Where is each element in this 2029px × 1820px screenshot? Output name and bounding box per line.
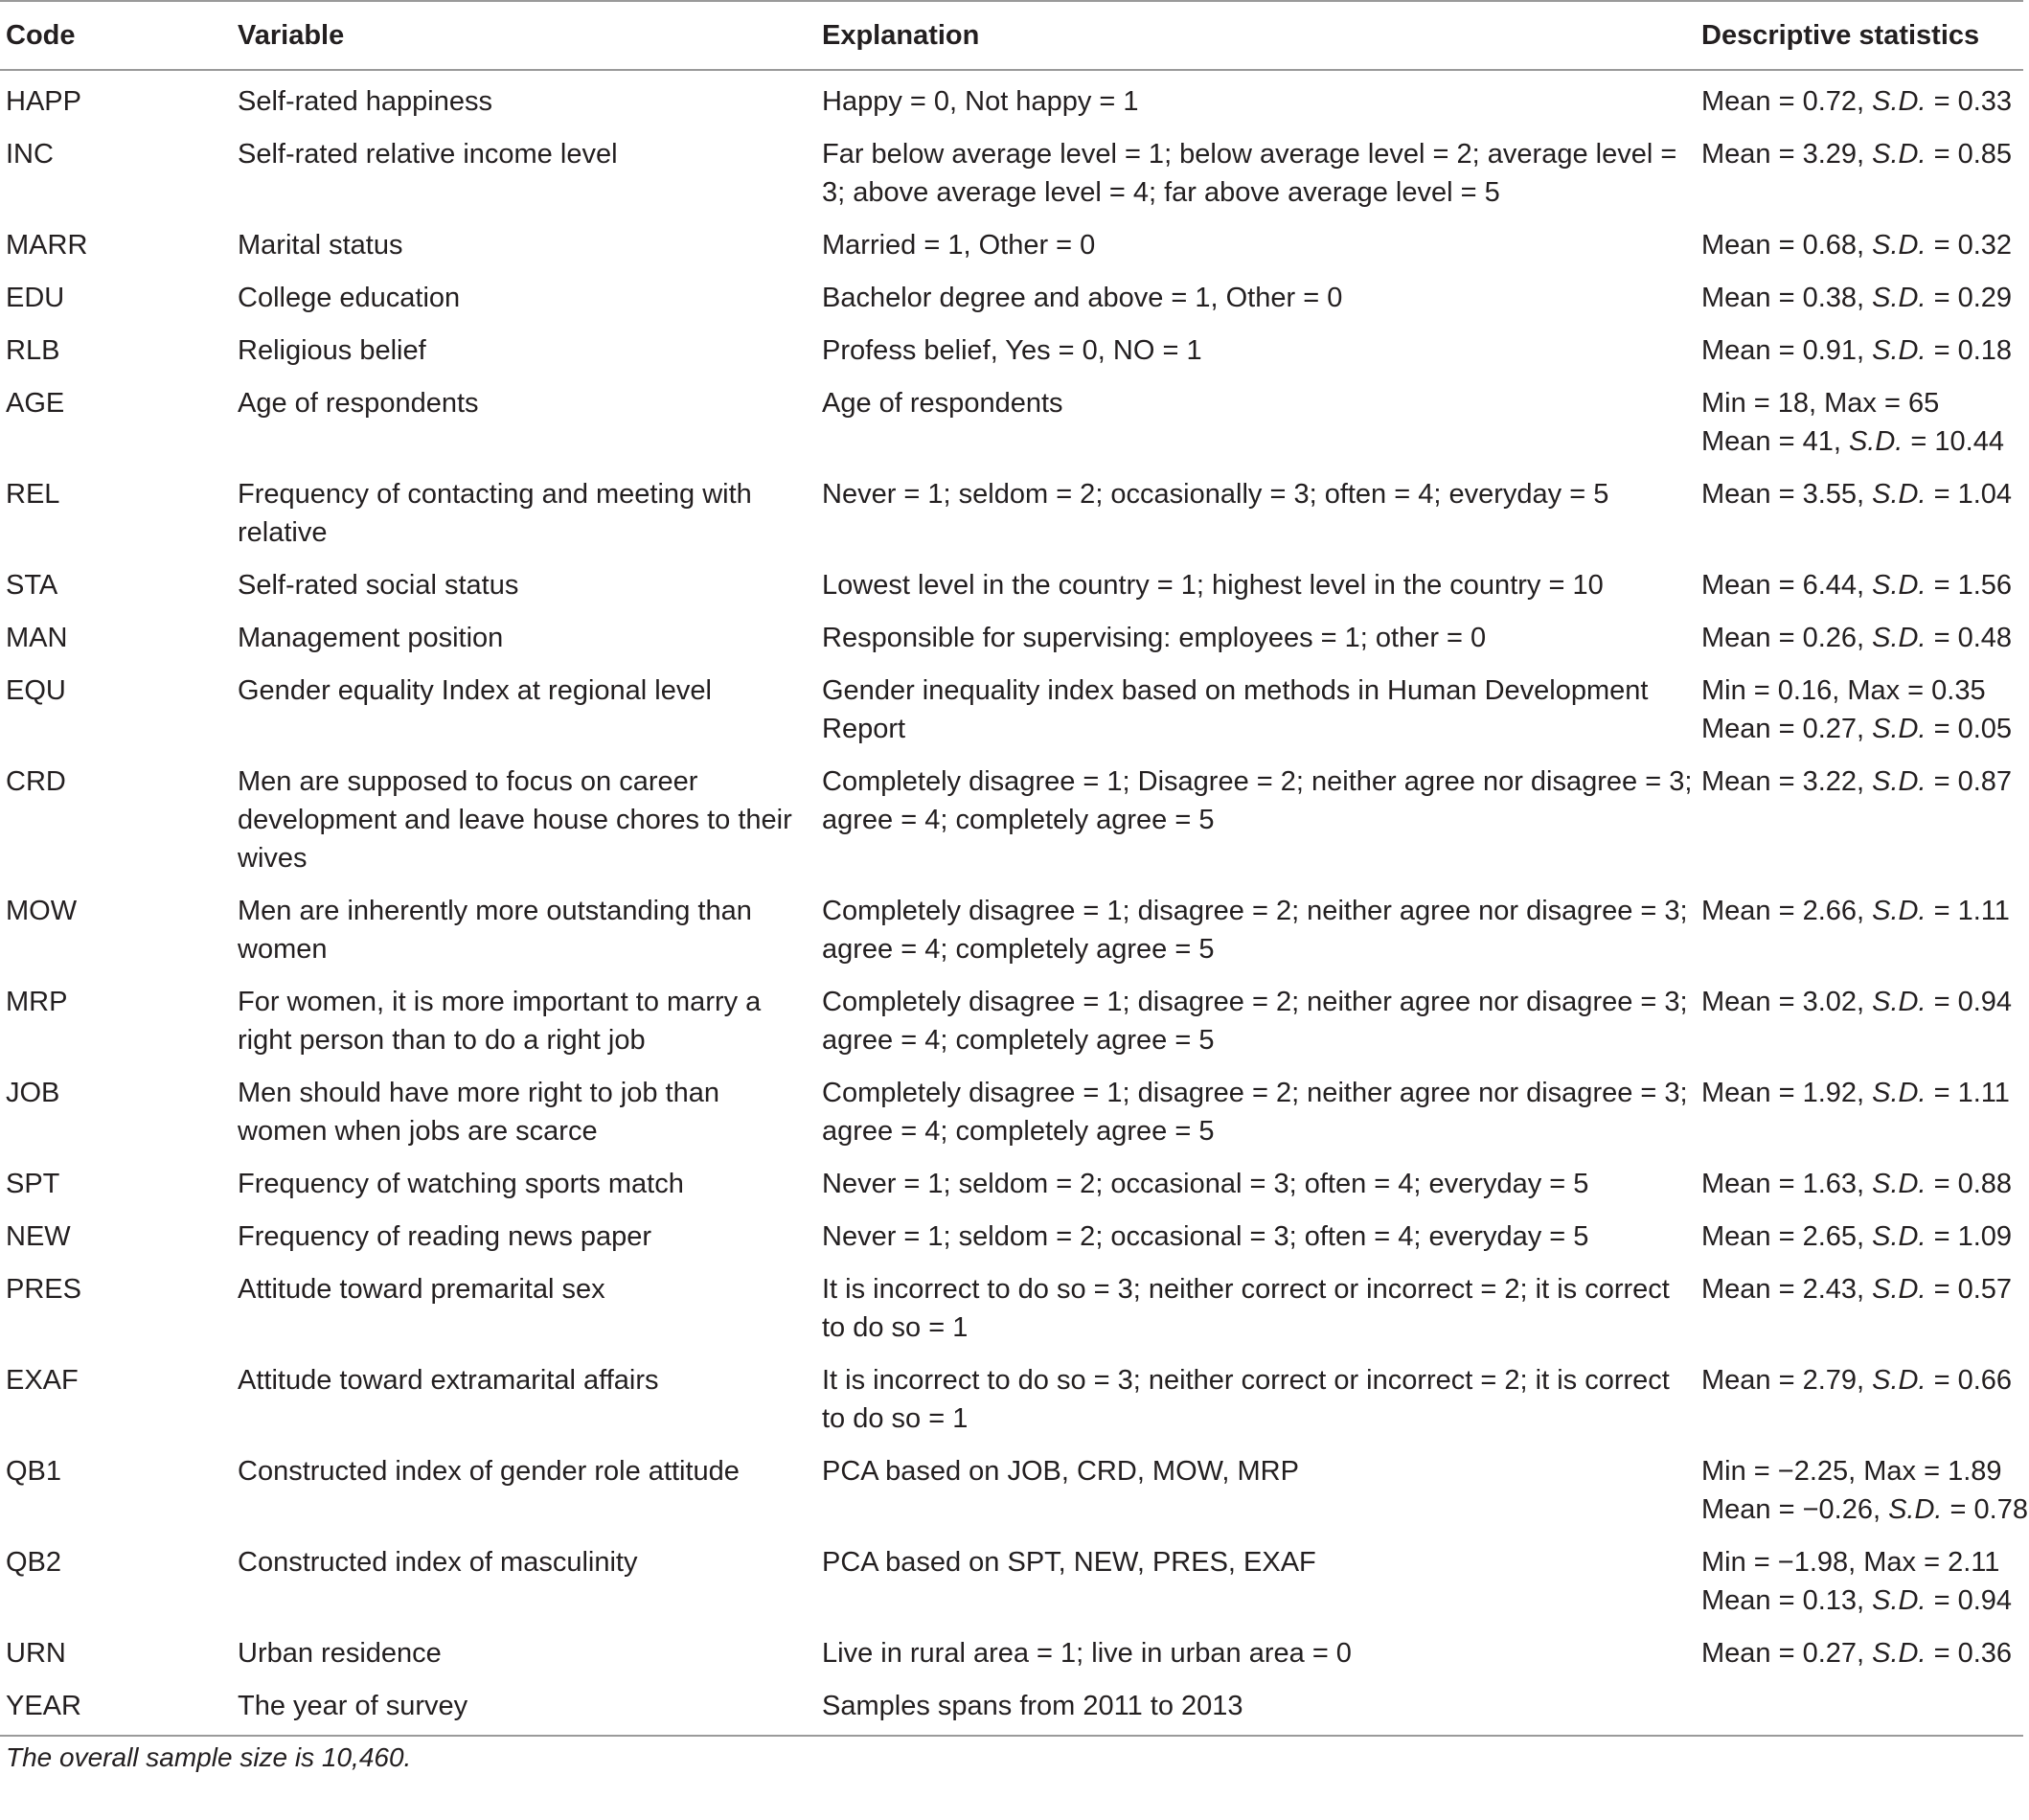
cell-variable: Constructed index of masculinity [238,1547,638,1578]
cell-code: JOB [6,1078,60,1108]
desc-value: = 10.44 [1903,426,2004,457]
cell-variable: College education [238,283,461,313]
cell-explanation: Happy = 0, Not happy = 1 [822,86,1139,117]
sd-label: S.D. [1872,86,1926,117]
cell-variable: Management position [238,623,504,653]
desc-text: Mean = 0.27, [1701,1638,1873,1669]
desc-value: = 0.18 [1926,335,2013,366]
cell-descriptive-statistics [1696,324,2023,376]
sd-label: S.D. [1872,1365,1926,1396]
cell-code: PRES [6,1274,81,1305]
cell-explanation: PCA based on JOB, CRD, MOW, MRP [822,1456,1299,1487]
cell-descriptive-statistics [1696,1157,2023,1210]
table-row [0,324,2023,376]
cell-code: RLB [6,335,60,366]
sd-label: S.D. [1872,987,1926,1017]
header-explanation: Explanation [822,20,980,51]
desc-line [1701,226,2023,264]
table-row [0,1066,2023,1157]
desc-line [1701,671,2023,710]
cell-explanation: Completely disagree = 1; disagree = 2; neither agree nor disagree = 3; agree = 4; completely agree = 5 [822,896,1688,965]
desc-text: Mean = 6.44, [1701,570,1873,601]
table-row [0,1354,2023,1445]
sd-label: S.D. [1872,479,1926,510]
cell-code: EXAF [6,1365,79,1396]
sd-label: S.D. [1872,335,1926,366]
desc-text: Mean = 1.63, [1701,1169,1873,1199]
cell-code: MRP [6,987,68,1017]
cell-descriptive-statistics [1696,70,2023,127]
cell-variable: Self-rated happiness [238,86,492,117]
desc-value: = 0.29 [1926,283,2013,313]
desc-line [1701,1634,2023,1672]
cell-descriptive-statistics [1696,558,2023,611]
desc-line [1701,983,2023,1021]
cell-variable: Urban residence [238,1638,442,1669]
desc-text: Mean = 0.72, [1701,86,1873,117]
cell-explanation: Gender inequality index based on methods in Human Development Report [822,675,1649,744]
cell-explanation: Never = 1; seldom = 2; occasional = 3; often = 4; everyday = 5 [822,1221,1589,1252]
desc-value: = 0.94 [1926,1585,2013,1616]
sd-label: S.D. [1872,1221,1926,1252]
desc-text: Mean = 41, [1701,426,1849,457]
desc-text: Min = 0.16, Max = 0.35 [1701,675,1986,706]
table-row [0,1536,2023,1627]
cell-explanation: It is incorrect to do so = 3; neither correct or incorrect = 2; it is correct to do so = 1 [822,1365,1670,1434]
cell-code: QB1 [6,1456,62,1487]
desc-value: = 0.87 [1926,766,2013,797]
table-row [0,1210,2023,1263]
table-row [0,1679,2023,1736]
desc-text: Mean = 2.43, [1701,1274,1873,1305]
table-row [0,975,2023,1066]
table-row [0,884,2023,975]
cell-variable: Religious belief [238,335,426,366]
cell-descriptive-statistics [1696,664,2023,755]
cell-explanation: Never = 1; seldom = 2; occasional = 3; often = 4; everyday = 5 [822,1169,1589,1199]
cell-descriptive-statistics [1696,755,2023,884]
cell-explanation: Married = 1, Other = 0 [822,230,1096,261]
desc-line [1701,1490,2028,1529]
desc-value: = 0.78 [1942,1494,2028,1525]
cell-descriptive-statistics [1696,1679,2023,1736]
table-row [0,271,2023,324]
header-row [0,1,2023,70]
desc-value: = 1.11 [1926,1078,2010,1108]
cell-explanation: Far below average level = 1; below average level = 2; average level = 3; above average level = 4; far above average level = 5 [822,139,1677,208]
desc-line [1701,1452,2023,1490]
desc-line [1701,1581,2023,1620]
desc-value: = 1.11 [1926,896,2010,926]
sd-label: S.D. [1872,1078,1926,1108]
cell-descriptive-statistics [1696,271,2023,324]
cell-descriptive-statistics [1696,1354,2023,1445]
header-variable: Variable [238,20,345,51]
desc-line [1701,1074,2023,1112]
header-descriptive-statistics: Descriptive statistics [1701,20,1980,51]
cell-descriptive-statistics [1696,884,2023,975]
cell-code: MAN [6,623,68,653]
cell-code: YEAR [6,1691,81,1721]
sd-label: S.D. [1872,1585,1926,1616]
sd-label: S.D. [1872,570,1926,601]
table-row [0,755,2023,884]
desc-text: Mean = 0.13, [1701,1585,1873,1616]
cell-code: EDU [6,283,65,313]
cell-variable: Attitude toward premarital sex [238,1274,605,1305]
cell-explanation: Responsible for supervising: employees = 1; other = 0 [822,623,1487,653]
desc-text: Mean = 1.92, [1701,1078,1873,1108]
sd-label: S.D. [1872,139,1926,170]
desc-line [1701,279,2023,317]
cell-code: STA [6,570,58,601]
cell-code: HAPP [6,86,81,117]
cell-code: QB2 [6,1547,62,1578]
cell-code: INC [6,139,54,170]
table-row [0,664,2023,755]
desc-text: Min = 18, Max = 65 [1701,388,1940,419]
desc-line [1701,710,2023,748]
cell-explanation: Completely disagree = 1; Disagree = 2; neither agree nor disagree = 3; agree = 4; completely agree = 5 [822,766,1693,835]
cell-descriptive-statistics [1696,1627,2023,1679]
cell-explanation: Completely disagree = 1; disagree = 2; neither agree nor disagree = 3; agree = 4; completely agree = 5 [822,1078,1688,1147]
cell-variable: Gender equality Index at regional level [238,675,712,706]
cell-code: NEW [6,1221,71,1252]
cell-variable: Constructed index of gender role attitude [238,1456,740,1487]
cell-variable: For women, it is more important to marry a right person than to do a right job [238,987,762,1056]
desc-line [1701,1217,2023,1256]
desc-line [1701,475,2023,513]
desc-text: Mean = 0.26, [1701,623,1873,653]
desc-value: = 0.57 [1926,1274,2013,1305]
sd-label: S.D. [1872,283,1926,313]
cell-variable: Men are supposed to focus on career development and leave house chores to their wives [238,766,792,874]
cell-code: MARR [6,230,88,261]
table-row [0,70,2023,127]
desc-line [1701,892,2023,930]
table-row [0,611,2023,664]
cell-explanation: Never = 1; seldom = 2; occasionally = 3; often = 4; everyday = 5 [822,479,1609,510]
table-header [0,1,2023,70]
desc-text: Mean = 3.29, [1701,139,1873,170]
desc-text: Mean = 3.02, [1701,987,1873,1017]
sd-label: S.D. [1872,1274,1926,1305]
desc-line [1701,1270,2023,1308]
desc-line [1701,566,2023,604]
cell-explanation: It is incorrect to do so = 3; neither correct or incorrect = 2; it is correct to do so = 1 [822,1274,1670,1343]
cell-descriptive-statistics [1696,467,2023,558]
desc-line [1701,135,2023,173]
table-row [0,558,2023,611]
cell-descriptive-statistics [1696,1066,2023,1157]
cell-variable: Men should have more right to job than women when jobs are scarce [238,1078,719,1147]
desc-line [1701,1361,2023,1399]
table-row [0,376,2023,467]
table-footnote: The overall sample size is 10,460. [6,1742,412,1772]
cell-descriptive-statistics [1696,127,2023,218]
desc-text: Mean = 0.68, [1701,230,1873,261]
desc-value: = 1.09 [1926,1221,2013,1252]
desc-text: Mean = 0.91, [1701,335,1873,366]
sd-label: S.D. [1872,230,1926,261]
cell-variable: Self-rated relative income level [238,139,618,170]
desc-line [1701,619,2023,657]
desc-line [1701,384,2023,422]
cell-variable: Marital status [238,230,403,261]
table-row [0,1157,2023,1210]
desc-line [1701,1165,2023,1203]
desc-text: Mean = 0.38, [1701,283,1873,313]
cell-variable: Attitude toward extramarital affairs [238,1365,659,1396]
desc-value: = 0.32 [1926,230,2013,261]
cell-code: AGE [6,388,65,419]
sd-label: S.D. [1872,896,1926,926]
desc-text: Mean = −0.26, [1701,1494,1889,1525]
desc-line [1701,422,2023,461]
desc-text: Min = −1.98, Max = 2.11 [1701,1547,2000,1578]
desc-value: = 1.56 [1926,570,2013,601]
desc-value: = 0.48 [1926,623,2013,653]
cell-explanation: Completely disagree = 1; disagree = 2; neither agree nor disagree = 3; agree = 4; completely agree = 5 [822,987,1688,1056]
cell-variable: Self-rated social status [238,570,519,601]
desc-line [1701,82,2023,121]
desc-text: Min = −2.25, Max = 1.89 [1701,1456,2002,1487]
desc-value: = 0.36 [1926,1638,2013,1669]
sd-label: S.D. [1872,623,1926,653]
desc-line [1701,1543,2023,1581]
sd-label: S.D. [1848,426,1904,457]
cell-explanation: Bachelor degree and above = 1, Other = 0 [822,283,1343,313]
cell-descriptive-statistics [1696,1445,2028,1536]
desc-text: Mean = 2.66, [1701,896,1873,926]
table-body [0,70,2028,1736]
cell-code: EQU [6,675,66,706]
header-code: Code [6,20,76,51]
cell-code: URN [6,1638,66,1669]
sd-label: S.D. [1872,1169,1926,1199]
desc-value: = 0.33 [1926,86,2013,117]
desc-value: = 0.85 [1926,139,2013,170]
cell-variable: Men are inherently more outstanding than women [238,896,752,965]
table-row [0,127,2023,218]
cell-explanation: PCA based on SPT, NEW, PRES, EXAF [822,1547,1316,1578]
desc-text: Mean = 0.27, [1701,714,1873,744]
desc-text: Mean = 3.55, [1701,479,1873,510]
cell-explanation: Lowest level in the country = 1; highest level in the country = 10 [822,570,1604,601]
table-row [0,1445,2023,1536]
cell-variable: Frequency of reading news paper [238,1221,652,1252]
table-row [0,1263,2023,1354]
desc-text: Mean = 2.79, [1701,1365,1873,1396]
cell-descriptive-statistics [1696,975,2023,1066]
cell-code: MOW [6,896,78,926]
cell-variable: The year of survey [238,1691,468,1721]
table-row [0,1627,2023,1679]
desc-value: = 1.04 [1926,479,2013,510]
desc-value: = 0.05 [1926,714,2013,744]
desc-value: = 0.66 [1926,1365,2013,1396]
cell-explanation: Samples spans from 2011 to 2013 [822,1691,1243,1721]
cell-descriptive-statistics [1696,376,2023,467]
cell-descriptive-statistics [1696,1263,2023,1354]
cell-code: SPT [6,1169,60,1199]
desc-text: Mean = 2.65, [1701,1221,1873,1252]
cell-descriptive-statistics [1696,1210,2023,1263]
cell-code: REL [6,479,60,510]
desc-value: = 0.94 [1926,987,2013,1017]
cell-explanation: Age of respondents [822,388,1063,419]
sd-label: S.D. [1872,766,1926,797]
cell-variable: Age of respondents [238,388,479,419]
desc-line [1701,331,2023,370]
cell-explanation: Live in rural area = 1; live in urban area = 0 [822,1638,1352,1669]
cell-variable: Frequency of watching sports match [238,1169,684,1199]
desc-text: Mean = 3.22, [1701,766,1873,797]
cell-variable: Frequency of contacting and meeting with relative [238,479,752,548]
table-row [0,467,2023,558]
cell-code: CRD [6,766,66,797]
sd-label: S.D. [1888,1494,1943,1525]
cell-descriptive-statistics [1696,611,2023,664]
cell-descriptive-statistics [1696,1536,2023,1627]
desc-value: = 0.88 [1926,1169,2013,1199]
cell-descriptive-statistics [1696,218,2023,271]
cell-explanation: Profess belief, Yes = 0, NO = 1 [822,335,1202,366]
sd-label: S.D. [1872,1638,1926,1669]
sd-label: S.D. [1872,714,1926,744]
table-row [0,218,2023,271]
desc-line [1701,762,2023,801]
